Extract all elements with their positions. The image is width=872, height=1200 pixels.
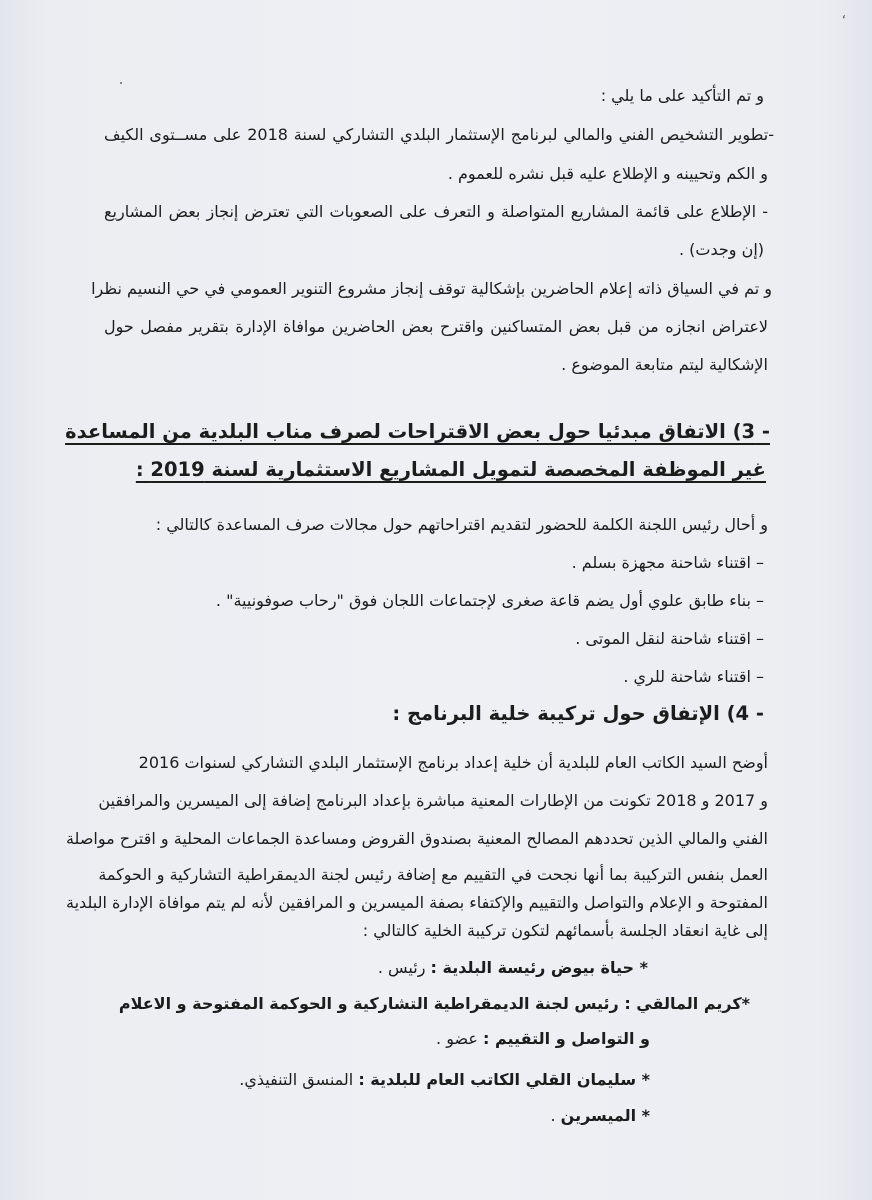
para-line: العمل بنفس التركيبة بما أنها نجحت في التقييم مع إضافة رئيس لجنة الديمقراطية التشاركية و الحوكمة: [98, 865, 768, 884]
section-3-intro: و أحال رئيس اللجنة الكلمة للحضور لتقديم اقتراحاتهم حول مجالات صرف المساعدة كالتالي :: [155, 515, 768, 534]
member-name: * حياة بيوض رئيسة البلدية :: [430, 958, 648, 977]
para-line: الفني والمالي الذين تحددهم المصالح المعنية بصندوق القروض ومساعدة الجماعات المحلية و اقترح مواصلة: [65, 829, 768, 848]
section-4-heading: - 4) الإتفاق حول تركيبة خلية البرنامج :: [392, 702, 764, 725]
member-name: * سليمان القلي الكاتب العام للبلدية :: [358, 1070, 650, 1089]
section-3-heading-line-2: غير الموظفة المخصصة لتمويل المشاريع الاستثمارية لسنة 2019 :: [135, 458, 766, 481]
proposal-item: – بناء طابق علوي أول يضم قاعة صغرى لإجتماعات اللجان فوق "رحاب صوفونيية" .: [215, 591, 764, 610]
para-line: لاعتراض انجازه من قبل بعض المتساكنين واقترح بعض الحاضرين موافاة الإدارة بتقرير مفصل حول: [104, 317, 768, 336]
member-entry: [551, 1106, 651, 1126]
para-line: الإشكالية ليتم متابعة الموضوع .: [561, 355, 768, 374]
para-line: إلى غاية انعقاد الجلسة بأسمائهم لتكون تركيبة الخلية كالتالي :: [362, 921, 768, 940]
member-role: عضو .: [436, 1029, 483, 1048]
member-role: المنسق التنفيذي.: [239, 1070, 359, 1089]
member-role: .: [550, 1106, 561, 1125]
para-line: -تطوير التشخيص الفني والمالي لبرنامج الإستثمار البلدي التشاركي لسنة 2018 على مســتوى الكيف: [104, 125, 774, 144]
para-line: و 2017 و 2018 تكونت من الإطارات المعنية مباشرة بإعداد البرنامج إضافة إلى الميسرين والمرافقين: [98, 791, 768, 810]
confirm-intro: و تم التأكيد على ما يلي :: [600, 86, 764, 105]
corner-mark: ‘: [841, 14, 846, 29]
member-name: *كريم المالقي : رئيس لجنة الديمقراطية التشاركية و الحوكمة المفتوحة و الاعلام: [118, 994, 750, 1013]
para-line: و الكم وتحيينه و الإطلاع عليه قبل نشره للعموم .: [447, 164, 768, 183]
member-role: رئيس .: [377, 958, 431, 977]
proposal-item: – اقتناء شاحنة للري .: [623, 667, 764, 686]
para-line: - الإطلاع على قائمة المشاريع المتواصلة و التعرف على الصعوبات التي تعترض إنجاز بعض المشاريع: [104, 202, 768, 221]
section-3-heading-line-1: - 3) الاتفاق مبدئيا حول بعض الاقتراحات لصرف مناب البلدية من المساعدة: [65, 420, 770, 443]
para-line: المفتوحة و الإعلام والتواصل والتقييم والإكتفاء بصفة الميسرين و المرافقين لأنه لم يتم موافاة الإدارة البلدية: [66, 893, 768, 912]
member-entry: [119, 994, 750, 1014]
para-line: (إن وجدت) .: [678, 240, 764, 259]
member-name: * الميسرين: [560, 1106, 650, 1125]
proposal-item: – اقتناء شاحنة لنقل الموتى .: [575, 629, 764, 648]
para-line: أوضح السيد الكاتب العام للبلدية أن خلية إعداد برنامج الإستثمار البلدي التشاركي لسنوات 2016: [138, 753, 768, 772]
speck: [120, 82, 122, 84]
proposal-item: – اقتناء شاحنة مجهزة بسلم .: [571, 553, 764, 572]
member-entry: [239, 1070, 650, 1090]
member-entry: [378, 958, 648, 978]
para-line: و تم في السياق ذاته إعلام الحاضرين بإشكالية توقف إنجاز مشروع التنوير العمومي في حي النسيم نظرا: [91, 279, 772, 298]
member-entry: [436, 1029, 650, 1049]
member-name: و التواصل و التقييم :: [483, 1029, 650, 1048]
